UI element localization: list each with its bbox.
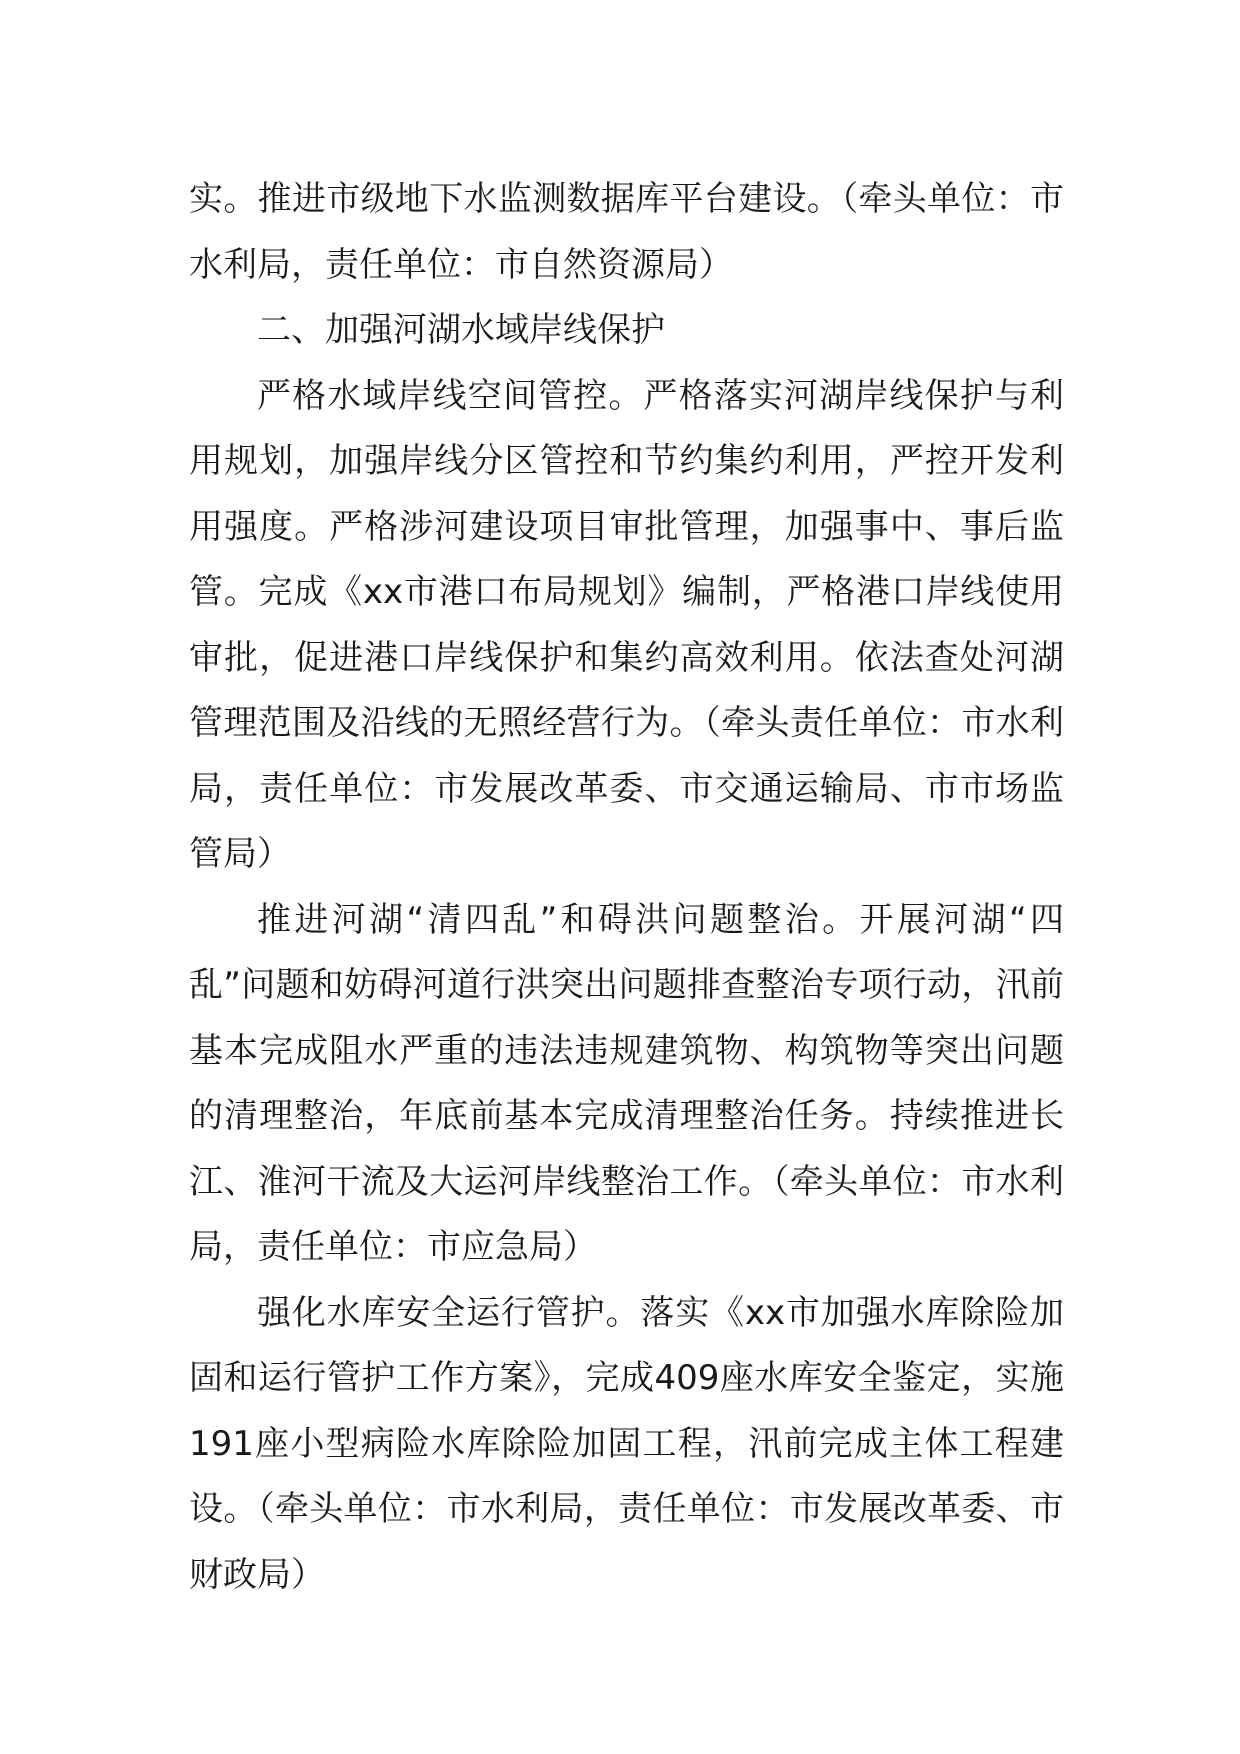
paragraph-shoreline-control: 严格水域岸线空间管控。严格落实河湖岸线保护与利用规划，加强岸线分区管控和节约集约利用，严控开发利用强度。严格涉河建设项目审批管理，加强事中、事后监管。完成《xx市港口布局规划》编制，严格港口岸线使用审批，促进港口岸线保护和集约高效利用。依法查处河湖管理范围及沿线的无照经营行为。（牵头责任单位：市水利局，责任单位：市发展改革委、市交通运输局、市市场监管局）: [189, 375, 1064, 874]
paragraph-continuation: 实。推进市级地下水监测数据库平台建设。（牵头单位：市水利局，责任单位：市自然资源局）: [189, 179, 1064, 285]
document-page: [189, 167, 1064, 1608]
section-heading: 二、加强河湖水域岸线保护: [257, 310, 665, 350]
paragraph-four-chaos-rectification: 推进河湖“清四乱”和碍洪问题整治。开展河湖“四乱”问题和妨碍河道行洪突出问题排查整治专项行动，汛前基本完成阻水严重的违法违规建筑物、构筑物等突出问题的清理整治，年底前基本完成清理整治任务。持续推进长江、淮河干流及大运河岸线整治工作。（牵头单位：市水利局，责任单位：市应急局）: [189, 899, 1064, 1267]
paragraph-reservoir-safety: 强化水库安全运行管护。落实《xx市加强水库除险加固和运行管护工作方案》，完成409座水库安全鉴定，实施191座小型病险水库除险加固工程，汛前完成主体工程建设。（牵头单位：市水利局，责任单位：市发展改革委、市财政局）: [189, 1292, 1064, 1595]
